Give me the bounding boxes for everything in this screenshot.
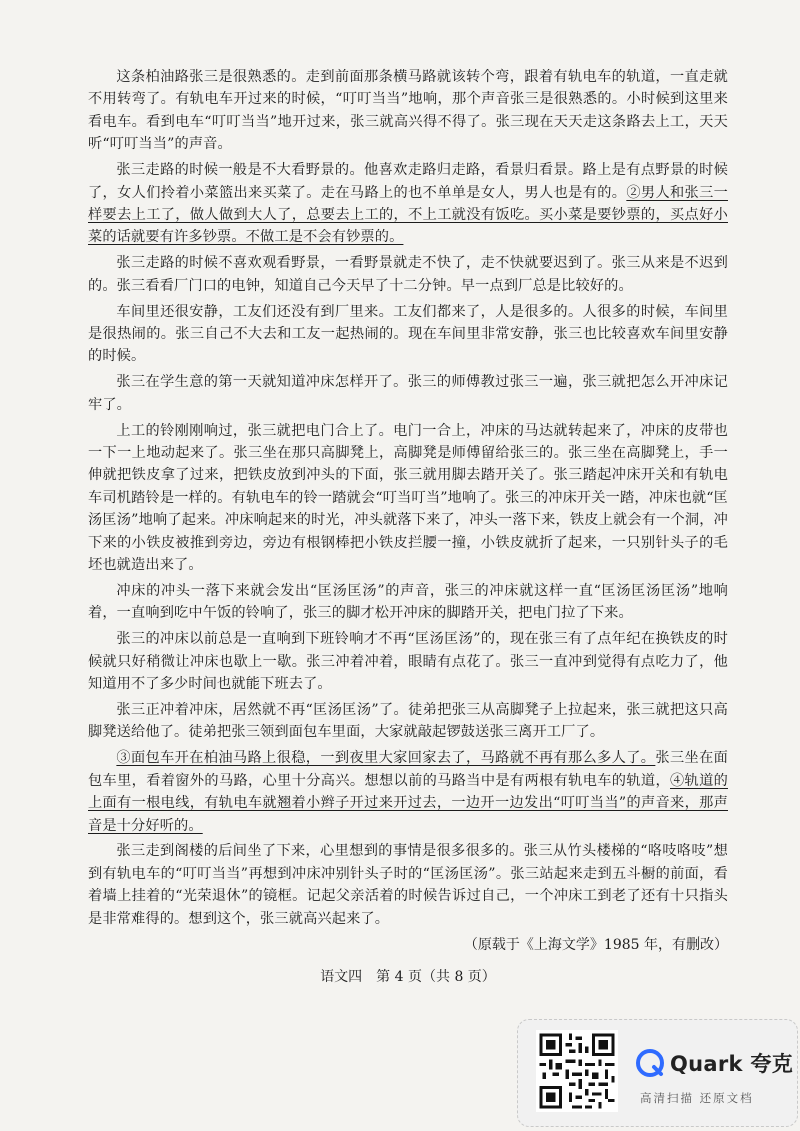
article-paragraph xyxy=(88,747,728,837)
source-citation: （原载于《上海文学》1985 年，有删改） xyxy=(463,936,728,953)
paragraph-text: 冲床的冲头一落下来就会发出“匡汤匡汤”的声音，张三的冲床就这样一直“匡汤匡汤匡汤”地响着，一直响到吃中午饭的铃响了，张三的脚才松开冲床的脚踏开关，把电门拉了下来。 xyxy=(88,582,728,622)
underlined-passage: ③面包车开在柏油马路上很稳，一到夜里大家回家去了，马路就不再有那么多人了。 xyxy=(116,750,656,767)
paragraph-text: 张三走路的时候不喜欢观看野景，一看野景就走不快了，走不快就要迟到了。张三从来是不迟到的。张三看看厂门口的电钟，知道自己今天早了十二分钟。早一点到厂总是比较好的。 xyxy=(88,255,728,294)
paragraph-text: 张三正冲着冲床，居然就不再“匡汤匡汤”了。徒弟把张三从高脚凳子上拉起来，张三就把这只高脚凳送给他了。徒弟把张三领到面包车里面，大家就敲起锣鼓送张三离开工厂了。 xyxy=(88,701,728,741)
paragraph-text: 这条柏油路张三是很熟悉的。走到前面那条横马路就该转个弯，跟着有轨电车的轨道，一直走就不用转弯了。有轨电车开过来的时候，“叮叮当当”地响，那个声音张三是很熟悉的。小时候到这里来看电车。看到电车“叮叮当当”地开过来，张三就高兴得不得了。张三现在天天走这条路去上工，天天听“叮叮当当”的声音。 xyxy=(88,69,728,153)
article-paragraph xyxy=(88,699,728,744)
article-paragraph xyxy=(88,580,728,625)
document-page xyxy=(88,66,728,988)
article-body xyxy=(88,66,728,930)
paragraph-text: 车间里还很安静，工友们还没有到厂里来。工友们都来了，人是很多的。人很多的时候，车间里是很热闹的。张三自己不大去和工友一起热闹的。现在车间里非常安静，张三也比较喜欢车间里安静的时候。 xyxy=(88,303,728,365)
quark-tagline: 高清扫描 还原文档 xyxy=(640,1091,754,1105)
quark-logo-icon xyxy=(636,1049,664,1077)
article-paragraph xyxy=(88,628,728,695)
paragraph-text: 张三走路的时候一般是不大看野景的。他喜欢走路归走路，看景归看景。路上是有点野景的时候了，女人们拎着小菜篮出来买菜了。走在马路上的也不单单是女人，男人也是有的。 xyxy=(88,162,728,201)
paragraph-text: 张三走到阁楼的后间坐了下来，心里想到的事情是很多很多的。张三从竹头楼梯的“咯吱咯吱”想到有轨电车的“叮叮当当”再想到冲床冲别针头子时的“匡汤匡汤”。张三站起来走到五斗橱的前面，看着墙上挂着的“光荣退休”的镜框。记起父亲活着的时候告诉过自己，一个冲床工到老了还有十只指头是非常难得的。想到这个，张三就高兴起来了。 xyxy=(88,843,728,927)
article-paragraph xyxy=(88,66,728,156)
qr-code-icon xyxy=(536,1030,618,1112)
page-footer: 语文四 第 4 页（共 8 页） xyxy=(320,968,496,985)
quark-logo xyxy=(636,1048,793,1078)
article-paragraph xyxy=(88,159,728,249)
underlined-passage: ④轨道的上面有一根电线，有轨电车就翘着小辫子开过来开过去，一边开一边发出“叮叮当当”的声音来，那声音是十分好听的。 xyxy=(88,772,728,834)
underlined-passage: ②男人和张三一样要去上工了，做人做到大人了，总要去上工的，不上工就没有饭吃。买小菜是要钞票的，买点好小菜的话就要有许多钞票。不做工是不会有钞票的。 xyxy=(88,184,728,246)
article-paragraph xyxy=(88,840,728,930)
article-paragraph xyxy=(88,301,728,368)
paragraph-text: 张三坐在面包车里，看着窗外的马路，心里十分高兴。想想以前的马路当中是有两根有轨电车的轨道， xyxy=(88,750,728,789)
quark-brand: Quark 夸克 xyxy=(670,1052,794,1076)
quark-watermark xyxy=(517,1019,798,1127)
paragraph-text: 张三的冲床以前总是一直响到下班铃响才不再“匡汤匡汤”的，现在张三有了点年纪在换铁皮的时候就只好稍微让冲床也歇上一歇。张三冲着冲着，眼睛有点花了。张三一直冲到觉得有点吃力了，他知道用不了多少时间也就能下班去了。 xyxy=(88,631,728,693)
paragraph-text: 上工的铃刚刚响过，张三就把电门合上了。电门一合上，冲床的马达就转起来了，冲床的皮带也一下一上地动起来了。张三坐在那只高脚凳上，高脚凳是师傅留给张三的。张三坐在高脚凳上，手一伸就把铁皮拿了过来，把铁皮放到冲头的下面，张三就用脚去踏开关了。张三踏起冲床开关和有轨电车司机踏铃是一样的。有轨电车的铃一踏就会“叮当叮当”地响了。张三的冲床开关一踏，冲床也就“匡汤匡汤”地响了起来。冲床响起来的时光，冲头就落下来了，冲头一落下来，铁皮上就会有一个洞，冲下来的小铁皮被推到旁边，旁边有根钢棒把小铁皮拦腰一撞，小铁皮就折了起来，一只别针头子的毛坯也就造出来了。 xyxy=(88,422,728,574)
article-paragraph xyxy=(88,371,728,416)
article-paragraph xyxy=(88,420,728,577)
paragraph-text: 张三在学生意的第一天就知道冲床怎样开了。张三的师傅教过张三一遍，张三就把怎么开冲床记牢了。 xyxy=(88,374,728,413)
article-paragraph xyxy=(88,252,728,297)
